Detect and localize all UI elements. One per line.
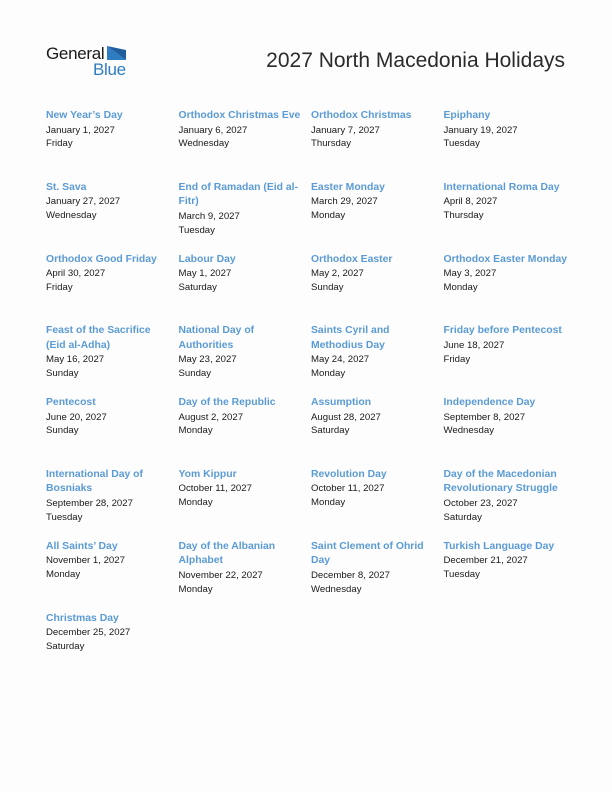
holiday-weekday: Monday bbox=[443, 281, 478, 293]
holiday-weekday: Saturday bbox=[443, 511, 482, 523]
holiday-entry bbox=[46, 396, 179, 468]
holiday-name: End of Ramadan (Eid al-Fitr) bbox=[178, 181, 299, 208]
holiday-entry bbox=[46, 253, 179, 325]
holiday-date: November 1, 2027 bbox=[46, 555, 125, 567]
holiday-entry bbox=[311, 540, 444, 612]
holiday-entry bbox=[311, 253, 444, 325]
holiday-date: June 18, 2027 bbox=[443, 339, 505, 351]
holiday-name: Easter Monday bbox=[311, 181, 385, 193]
holiday-name: Feast of the Sacrifice (Eid al-Adha) bbox=[46, 325, 151, 351]
holiday-entry bbox=[444, 396, 577, 468]
holiday-weekday: Sunday bbox=[311, 281, 344, 293]
holiday-date: October 23, 2027 bbox=[443, 497, 518, 509]
holiday-name: International Roma Day bbox=[443, 181, 560, 193]
logo-word-blue: Blue bbox=[93, 60, 126, 79]
holiday-date: September 8, 2027 bbox=[443, 411, 526, 423]
holiday-date: October 11, 2027 bbox=[311, 483, 385, 495]
holiday-name: Assumption bbox=[311, 397, 372, 409]
logo-word-general: General bbox=[46, 44, 105, 63]
holiday-entry bbox=[179, 181, 312, 253]
holiday-entry bbox=[444, 324, 577, 396]
holiday-entry bbox=[311, 468, 444, 540]
brand-logo bbox=[46, 44, 136, 80]
holiday-entry bbox=[179, 396, 312, 468]
holiday-date: March 9, 2027 bbox=[178, 210, 240, 222]
holiday-date: September 28, 2027 bbox=[46, 497, 133, 509]
holiday-name: Friday before Pentecost bbox=[443, 325, 562, 337]
holiday-date: May 24, 2027 bbox=[311, 354, 370, 366]
holiday-weekday: Wednesday bbox=[311, 583, 362, 595]
holiday-name: Day of the Republic bbox=[178, 397, 276, 409]
holiday-name: Labour Day bbox=[178, 253, 236, 265]
holiday-weekday: Sunday bbox=[46, 425, 79, 437]
holiday-entry bbox=[311, 181, 444, 253]
holiday-weekday: Sunday bbox=[46, 368, 79, 380]
holiday-name: All Saints’ Day bbox=[46, 540, 118, 552]
holiday-weekday: Friday bbox=[46, 281, 73, 293]
holiday-weekday: Monday bbox=[46, 569, 81, 581]
holiday-name: Saint Clement of Ohrid Day bbox=[311, 540, 424, 567]
holiday-weekday: Saturday bbox=[46, 640, 85, 652]
holiday-weekday: Friday bbox=[443, 353, 471, 365]
holiday-date: March 29, 2027 bbox=[311, 196, 378, 208]
holiday-date: November 22, 2027 bbox=[178, 569, 263, 581]
holiday-weekday: Monday bbox=[311, 497, 346, 509]
holiday-date: January 1, 2027 bbox=[46, 124, 115, 136]
holiday-weekday: Thursday bbox=[443, 210, 484, 222]
holiday-weekday: Monday bbox=[178, 425, 213, 437]
holiday-date: May 2, 2027 bbox=[311, 268, 364, 280]
holiday-date: April 8, 2027 bbox=[443, 196, 498, 208]
holiday-entry bbox=[46, 540, 179, 612]
holiday-name: Orthodox Good Friday bbox=[46, 253, 157, 265]
holiday-weekday: Friday bbox=[46, 138, 73, 150]
holiday-date: May 16, 2027 bbox=[46, 354, 105, 366]
holiday-date: April 30, 2027 bbox=[46, 268, 106, 280]
holiday-date: June 20, 2027 bbox=[46, 411, 107, 423]
holiday-date: August 28, 2027 bbox=[311, 411, 381, 423]
holiday-name: Turkish Language Day bbox=[443, 540, 555, 552]
holiday-date: May 3, 2027 bbox=[443, 268, 497, 280]
holiday-weekday: Thursday bbox=[311, 138, 351, 150]
holiday-weekday: Monday bbox=[311, 210, 346, 222]
holiday-weekday: Monday bbox=[178, 497, 213, 509]
holiday-name: Christmas Day bbox=[46, 612, 119, 624]
holiday-date: January 7, 2027 bbox=[311, 124, 380, 136]
page-title: 2027 North Macedonia Holidays bbox=[266, 49, 565, 72]
holiday-date: May 1, 2027 bbox=[178, 268, 232, 280]
holiday-name: St. Sava bbox=[46, 181, 87, 193]
holiday-entry bbox=[179, 468, 312, 540]
holiday-name: Yom Kippur bbox=[178, 468, 237, 480]
holiday-weekday: Sunday bbox=[178, 368, 212, 380]
holiday-name: Orthodox Easter bbox=[311, 253, 393, 265]
holiday-name: Pentecost bbox=[46, 397, 96, 409]
holiday-entry bbox=[46, 181, 179, 253]
holiday-weekday: Tuesday bbox=[443, 138, 480, 150]
holiday-date: December 8, 2027 bbox=[311, 569, 390, 581]
holiday-entry bbox=[46, 468, 179, 540]
holiday-name: Orthodox Christmas Eve bbox=[178, 110, 301, 121]
holiday-name: International Day of Bosniaks bbox=[46, 468, 143, 495]
holiday-grid bbox=[46, 109, 576, 683]
holiday-name: Epiphany bbox=[443, 110, 491, 121]
holiday-weekday: Wednesday bbox=[443, 425, 494, 437]
holiday-entry bbox=[311, 109, 444, 181]
holiday-weekday: Tuesday bbox=[443, 569, 480, 581]
holiday-name: Orthodox Christmas bbox=[311, 110, 412, 121]
holiday-date: December 21, 2027 bbox=[443, 555, 528, 567]
holiday-date: August 2, 2027 bbox=[178, 411, 244, 423]
holiday-name: New Year’s Day bbox=[46, 110, 123, 121]
holiday-date: May 23, 2027 bbox=[178, 354, 237, 366]
holiday-name: Saints Cyril and Methodius Day bbox=[311, 325, 390, 351]
holiday-entry bbox=[444, 109, 577, 181]
holiday-weekday: Saturday bbox=[178, 281, 217, 293]
holiday-name: Day of the Macedonian Revolutionary Struggle bbox=[443, 468, 558, 495]
holiday-entry bbox=[179, 324, 312, 396]
holiday-entry bbox=[46, 612, 179, 684]
holiday-entry bbox=[444, 181, 577, 253]
holiday-entry bbox=[46, 324, 179, 396]
holiday-date: January 6, 2027 bbox=[178, 124, 248, 136]
holiday-date: December 25, 2027 bbox=[46, 627, 131, 639]
holiday-date: October 11, 2027 bbox=[178, 483, 252, 495]
holiday-weekday: Monday bbox=[311, 368, 346, 380]
holiday-date: January 27, 2027 bbox=[46, 196, 121, 208]
holiday-weekday: Saturday bbox=[311, 425, 350, 437]
holiday-weekday: Monday bbox=[178, 583, 213, 595]
holiday-entry bbox=[444, 253, 577, 325]
holiday-name: National Day of Authorities bbox=[178, 325, 255, 351]
holiday-weekday: Wednesday bbox=[178, 138, 229, 150]
holiday-entry bbox=[46, 109, 179, 181]
holiday-entry bbox=[311, 396, 444, 468]
holiday-name: Orthodox Easter Monday bbox=[443, 253, 568, 265]
holiday-entry bbox=[179, 253, 312, 325]
holiday-name: Day of the Albanian Alphabet bbox=[178, 540, 276, 567]
holiday-entry bbox=[179, 540, 312, 612]
holiday-entry bbox=[444, 468, 577, 540]
holiday-weekday: Tuesday bbox=[178, 224, 215, 236]
holiday-entry bbox=[179, 109, 312, 181]
holiday-weekday: Wednesday bbox=[46, 210, 97, 222]
holiday-entry bbox=[444, 540, 577, 612]
holiday-date: January 19, 2027 bbox=[443, 124, 518, 136]
holiday-entry bbox=[311, 324, 444, 396]
holiday-name: Revolution Day bbox=[311, 468, 387, 480]
holiday-weekday: Tuesday bbox=[46, 511, 83, 523]
holiday-name: Independence Day bbox=[443, 397, 536, 409]
